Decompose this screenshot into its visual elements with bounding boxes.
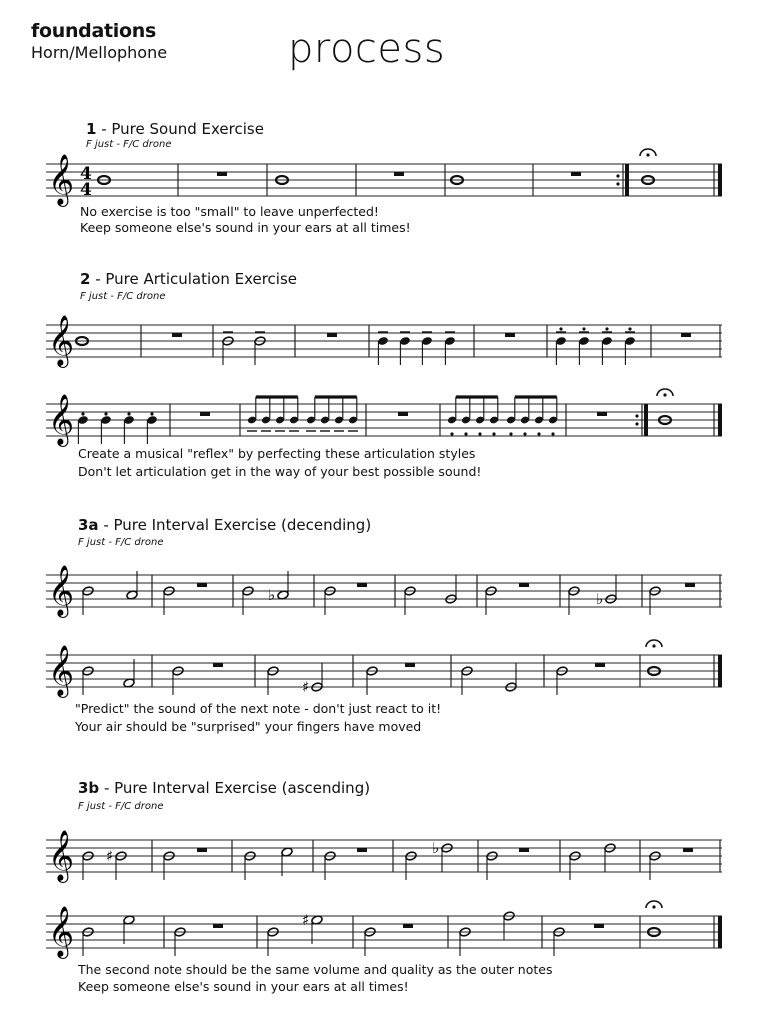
whole-rest — [213, 924, 223, 928]
whole-rest — [213, 663, 223, 667]
whole-rest — [594, 924, 604, 928]
treble-clef-icon: 𝄞 — [48, 154, 75, 205]
staccato-dot — [127, 412, 130, 415]
exercise-2-note-2: Don't let articulation get in the way of your best possible sound! — [78, 464, 482, 479]
fermata-dot — [652, 644, 655, 647]
treble-clef-icon: 𝄞 — [48, 315, 75, 366]
whole-rest — [197, 848, 207, 852]
whole-rest — [217, 172, 227, 176]
flat-icon: ♭ — [432, 839, 440, 857]
fermata-dot — [663, 393, 666, 396]
treble-clef-icon: 𝄞 — [48, 906, 75, 957]
staff — [46, 164, 722, 196]
staccato-dot — [104, 412, 107, 415]
staccato-dot — [478, 432, 481, 435]
exercise-2-title: 2 - Pure Articulation Exercise — [80, 270, 298, 288]
whole-rest — [595, 663, 605, 667]
whole-rest — [200, 412, 210, 416]
treble-clef-icon: 𝄞 — [48, 830, 75, 881]
exercise-1-title: 1 - Pure Sound Exercise — [86, 120, 264, 138]
staccato-dot — [150, 412, 153, 415]
whole-rest — [394, 172, 404, 176]
whole-rest — [685, 583, 695, 587]
exercise-3a-note-2: Your air should be "surprised" your fingers have moved — [75, 719, 422, 734]
staccato-dot — [464, 432, 467, 435]
sharp-icon: ♯ — [302, 911, 310, 929]
sharp-icon: ♯ — [302, 678, 310, 696]
staccato-dot — [537, 432, 540, 435]
repeat-dot — [616, 182, 619, 185]
exercise-3b-title: 3b - Pure Interval Exercise (ascending) — [78, 779, 371, 797]
repeat-dot — [616, 174, 619, 177]
time-signature-top: 4 — [80, 164, 92, 184]
staccato-dot — [523, 432, 526, 435]
whole-rest — [505, 333, 515, 337]
whole-rest — [597, 412, 607, 416]
exercise-3b-drone: F just - F/C drone — [78, 801, 164, 812]
whole-rest — [519, 583, 529, 587]
whole-rest — [357, 848, 367, 852]
whole-rest — [398, 412, 408, 416]
staccato-dot — [628, 327, 631, 330]
whole-rest — [172, 333, 182, 337]
whole-rest — [571, 172, 581, 176]
fermata-dot — [646, 153, 649, 156]
exercise-1-drone: F just - F/C drone — [86, 139, 172, 150]
flat-icon: ♭ — [596, 590, 604, 608]
staccato-dot — [492, 432, 495, 435]
treble-clef-icon: 𝄞 — [48, 565, 75, 616]
whole-rest — [681, 333, 691, 337]
time-signature-bottom: 4 — [80, 180, 92, 200]
staff — [46, 655, 722, 687]
exercise-1-note-2: Keep someone else's sound in your ears at all times! — [80, 220, 411, 235]
staff — [46, 575, 722, 607]
whole-rest — [357, 583, 367, 587]
flat-icon: ♭ — [268, 586, 276, 604]
staccato-dot — [605, 327, 608, 330]
treble-clef-icon: 𝄞 — [48, 394, 75, 445]
staccato-dot — [551, 432, 554, 435]
staff — [46, 916, 722, 948]
brand-title: foundations — [31, 20, 156, 42]
exercise-3a-drone: F just - F/C drone — [78, 537, 164, 548]
repeat-dot — [635, 414, 638, 417]
exercise-3a-note-1: "Predict" the sound of the next note - don't just react to it! — [75, 701, 442, 716]
staccato-dot — [81, 412, 84, 415]
staccato-dot — [509, 432, 512, 435]
instrument-name: Horn/Mellophone — [31, 43, 168, 62]
exercise-3b-note-2: Keep someone else's sound in your ears at all times! — [78, 979, 409, 994]
exercise-2-drone: F just - F/C drone — [80, 291, 166, 302]
sharp-icon: ♯ — [106, 847, 114, 865]
staccato-dot — [582, 327, 585, 330]
staff — [46, 840, 722, 872]
treble-clef-icon: 𝄞 — [48, 645, 75, 696]
fermata-dot — [652, 905, 655, 908]
whole-rest — [683, 848, 693, 852]
exercise-3b-note-1: The second note should be the same volume and quality as the outer notes — [78, 962, 553, 977]
staccato-dot — [559, 327, 562, 330]
exercise-3a-title: 3a - Pure Interval Exercise (decending) — [78, 516, 372, 534]
staccato-dot — [450, 432, 453, 435]
whole-rest — [405, 663, 415, 667]
exercise-1-note-1: No exercise is too "small" to leave unperfected! — [80, 204, 379, 219]
exercise-2-note-1: Create a musical "reflex" by perfecting these articulation styles — [78, 446, 476, 461]
whole-rest — [519, 848, 529, 852]
repeat-dot — [635, 422, 638, 425]
whole-rest — [197, 583, 207, 587]
whole-rest — [327, 333, 337, 337]
whole-rest — [403, 924, 413, 928]
page-title: process — [288, 26, 446, 72]
